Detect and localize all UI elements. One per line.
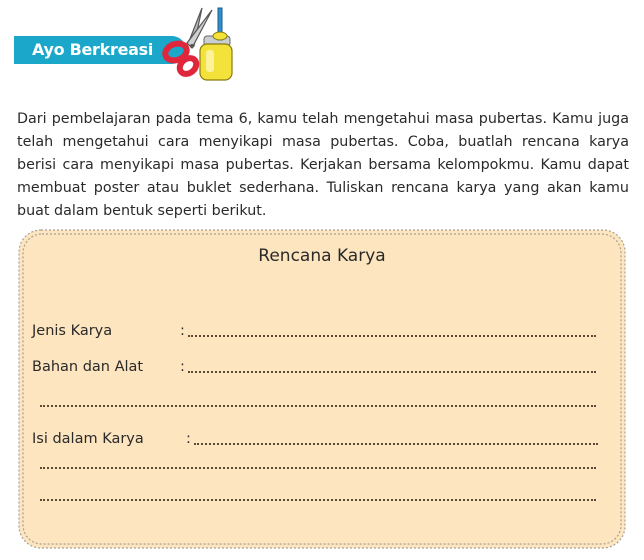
field-label-bahan-dan-alat: Bahan dan Alat xyxy=(32,359,144,375)
field-colon: : xyxy=(180,323,185,339)
fill-line-isi-dalam-karya[interactable] xyxy=(194,443,598,445)
intro-paragraph: Dari pembelajaran pada tema 6, kamu telah mengetahui masa pubertas. Kamu juga telah mengetahui cara menyikapi masa pubertas. Coba, buatlah rencana karya berisi cara menyikapi masa pubertas. Kerjakan bersama kelompokmu. Kamu dapat membuat poster atau buklet sederhana. Tuliskan rencana karya yang akan kamu buat dalam bentuk seperti berikut. xyxy=(17,111,629,219)
craft-illustration xyxy=(158,6,234,86)
field-label-jenis-karya: Jenis Karya xyxy=(32,323,113,339)
field-colon: : xyxy=(180,359,185,375)
section-header xyxy=(0,0,644,90)
plan-card-frame xyxy=(18,229,626,549)
fill-line-isi-dalam-karya-2[interactable] xyxy=(40,467,596,469)
card-title: Rencana Karya xyxy=(258,246,386,266)
fill-line-isi-dalam-karya-3[interactable] xyxy=(40,499,596,501)
field-colon: : xyxy=(186,431,191,447)
fill-line-jenis-karya[interactable] xyxy=(188,335,596,337)
fill-line-bahan-dan-alat[interactable] xyxy=(188,371,596,373)
fill-line-bahan-dan-alat-2[interactable] xyxy=(40,405,596,407)
field-label-isi-dalam-karya: Isi dalam Karya xyxy=(32,431,144,447)
banner-label: Ayo Berkreasi xyxy=(32,40,154,59)
